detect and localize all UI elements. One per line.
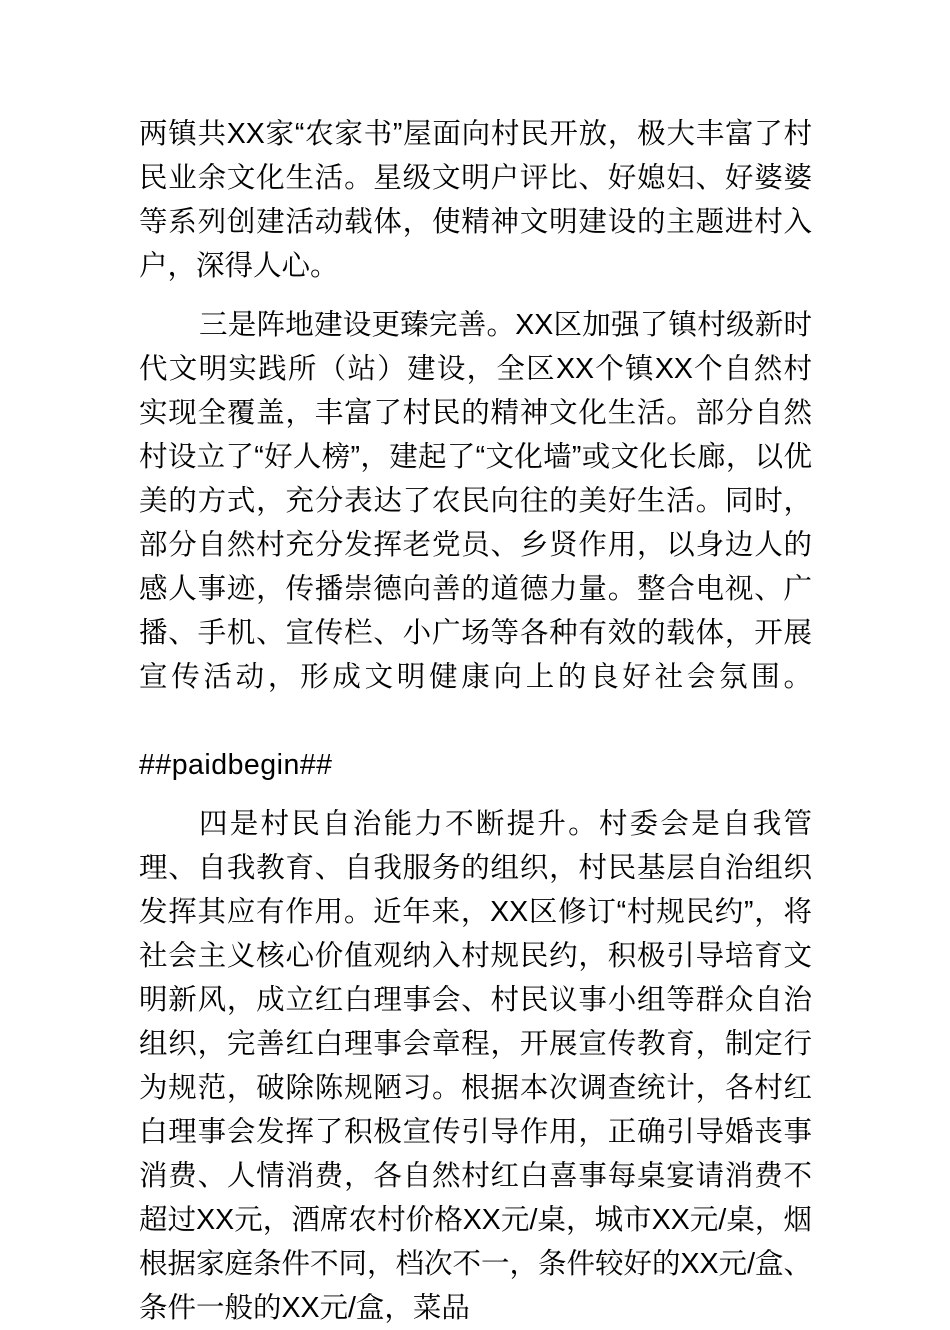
paragraph-point-four: 四是村民自治能力不断提升。村委会是自我管理、自我教育、自我服务的组织，村民基层自治组织发挥其应有作用。近年来，XX区修订“村规民约”，将社会主义核心价值观纳入村规民约，积极引导培育文明新风，成立红白理事会、村民议事小组等群众自治组织，完善红白理事会章程，开展宣传教育，制定行为规范，破除陈规陋习。根据本次调查统计，各村红白理事会发挥了积极宣传引导作用，正确引导婚丧事消费、人情消费，各自然村红白喜事每桌宴请消费不超过XX元，酒席农村价格XX元/桌，城市XX元/桌，烟根据家庭条件不同，档次不一，条件较好的XX元/盒、条件一般的XX元/盒，菜品 <box>139 808 812 1324</box>
paid-content-marker: ##paidbegin## <box>139 749 333 781</box>
paragraph-point-three: 三是阵地建设更臻完善。XX区加强了镇村级新时代文明实践所（站）建设，全区XX个镇XX个自然村实现全覆盖，丰富了村民的精神文化生活。部分自然村设立了“好人榜”，建起了“文化墙”或文化长廊，以优美的方式，充分表达了农民向往的美好生活。同时，部分自然村充分发挥老党员、乡贤作用，以身边人的感人事迹，传播崇德向善的道德力量。整合电视、广播、手机、宣传栏、小广场等各种有效的载体，开展宣传活动，形成文明健康向上的良好社会氛围。 <box>139 309 812 693</box>
document-text-column <box>139 112 812 1330</box>
paragraph-continuation: 两镇共XX家“农家书”屋面向村民开放，极大丰富了村民业余文化生活。星级文明户评比、好媳妇、好婆婆等系列创建活动载体，使精神文明建设的主题进村入户，深得人心。 <box>139 118 812 282</box>
